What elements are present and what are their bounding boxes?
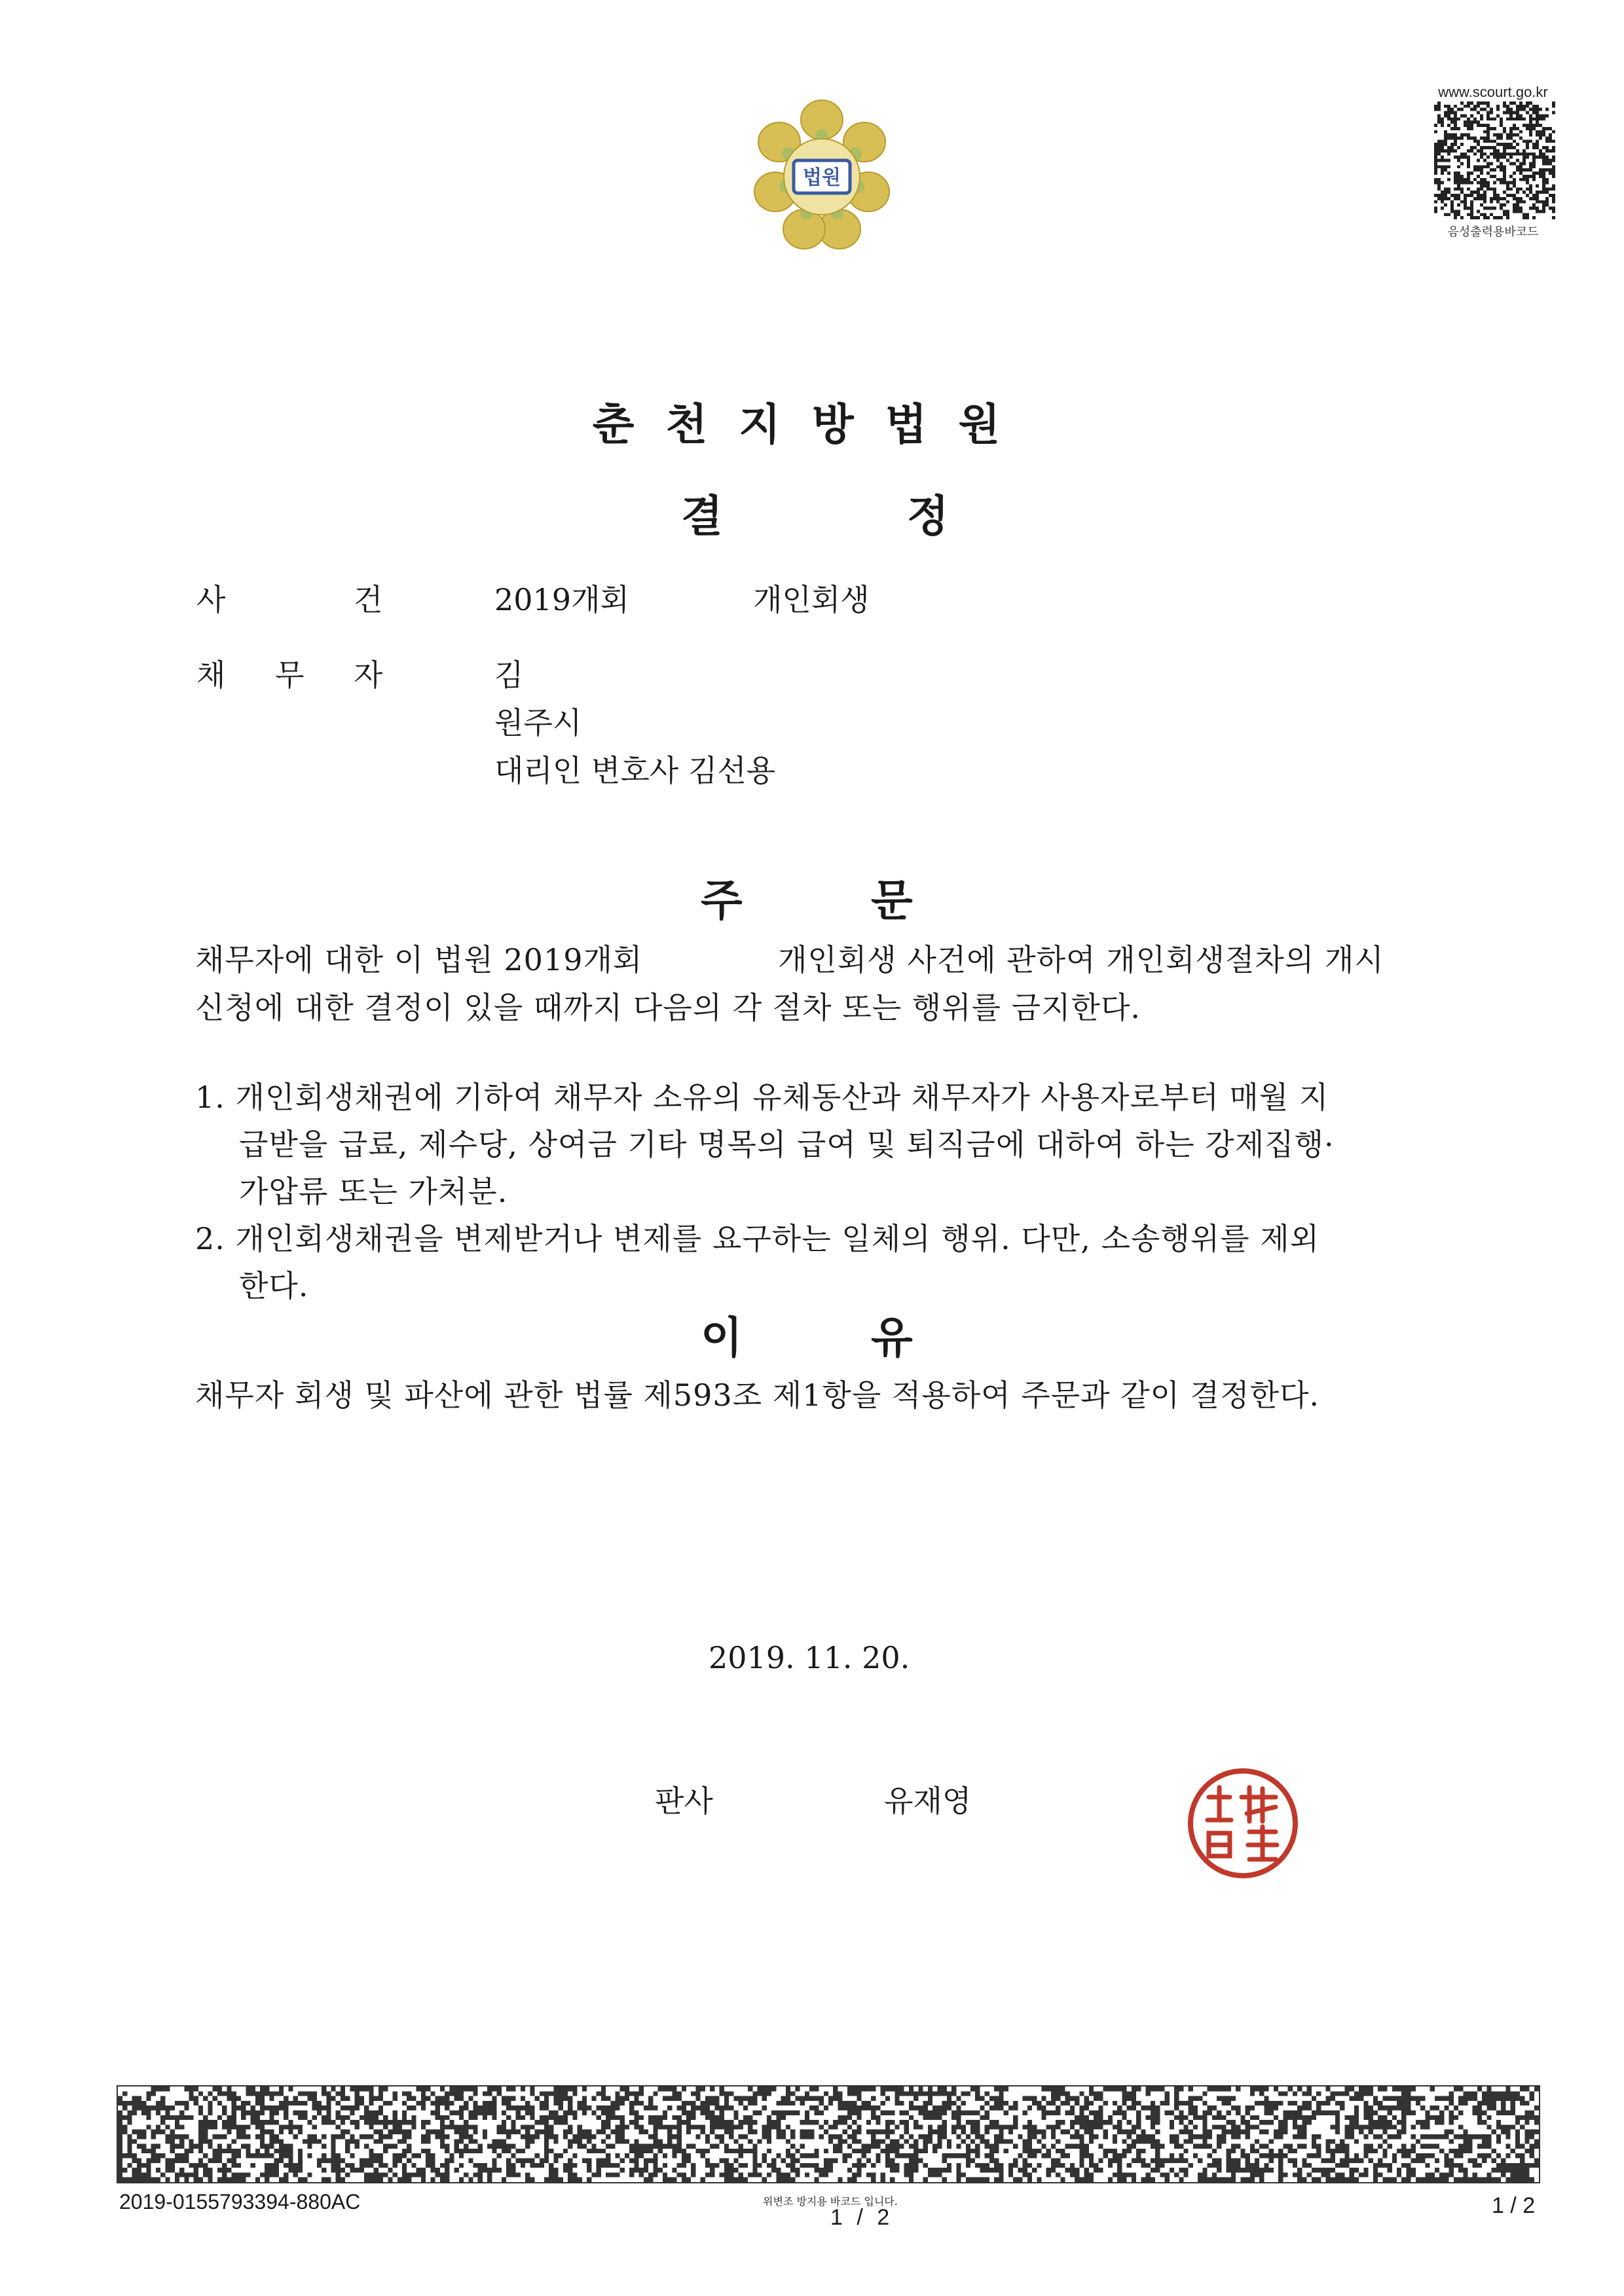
document-title-char: 결: [681, 491, 723, 541]
debtor-name: 김: [494, 657, 524, 693]
decision-date: 2019. 11. 20.: [709, 1640, 910, 1675]
order-item1-line3: 가압류 또는 가처분.: [239, 1174, 508, 1209]
order-item1-line2: 급받을 급료, 제수당, 상여금 기타 명목의 급여 및 퇴직금에 대하여 하는 강제집행·: [239, 1127, 1335, 1162]
document-id: 2019-0155793394-880AC: [119, 2190, 361, 2214]
case-label-char: 사: [196, 582, 226, 617]
order-intro-line2: 신청에 대한 결정이 있을 때까지 다음의 각 절차 또는 행위를 금지한다.: [195, 990, 1141, 1025]
case-type: 개인회생: [753, 582, 870, 617]
debtor-agent: 대리인 변호사 김선용: [494, 753, 776, 788]
order-item2-line2: 한다.: [239, 1268, 309, 1303]
debtor-label-char: 자: [354, 657, 383, 693]
order-item2-line1: 2. 개인회생채권을 변제받거나 변제를 요구하는 일체의 행위. 다만, 소송행위를 제외: [195, 1221, 1320, 1256]
qr-code-icon: [1434, 101, 1555, 219]
order-intro-part-b: 개인회생 사건에 관하여 개인회생절차의 개시: [778, 942, 1384, 977]
case-number: 2019개회: [494, 582, 629, 617]
anti-forgery-barcode-icon: [117, 2085, 1540, 2183]
order-heading-char: 문: [871, 875, 913, 926]
page-number-center: 1 / 2: [830, 2205, 894, 2230]
document-title-char: 정: [907, 491, 949, 541]
emblem-label: 법원: [803, 166, 841, 189]
judge-name: 유재영: [884, 1783, 972, 1819]
case-label-char: 건: [354, 582, 383, 617]
order-item1-line1: 1. 개인회생채권에 기하여 채무자 소유의 유체동산과 채무자가 사용자로부터 매월 지: [195, 1080, 1329, 1115]
debtor-label-char: 채: [196, 657, 226, 693]
qr-url: www.scourt.go.kr: [1438, 84, 1548, 100]
order-heading-char: 주: [701, 875, 743, 926]
debtor-label-char: 무: [275, 657, 304, 693]
reason-heading-char: 이: [701, 1313, 743, 1363]
judge-title: 판사: [655, 1783, 713, 1819]
page-number-right: 1 / 2: [1492, 2193, 1536, 2218]
qr-caption: 음성출력용바코드: [1447, 225, 1539, 239]
order-intro-part-a: 채무자에 대한 이 법원 2019개회: [195, 942, 643, 977]
reason-text: 채무자 회생 및 파산에 관한 법률 제593조 제1항을 적용하여 주문과 같이 결정한다.: [195, 1377, 1320, 1413]
reason-heading-char: 유: [871, 1313, 913, 1363]
court-name: 춘천지방법원: [592, 399, 1032, 450]
debtor-address: 원주시: [494, 705, 582, 740]
judge-seal-icon: [1184, 1761, 1302, 1886]
barcode-note: 위변조 방지용 바코드 입니다.: [763, 2195, 898, 2208]
court-emblem-icon: [740, 95, 904, 259]
